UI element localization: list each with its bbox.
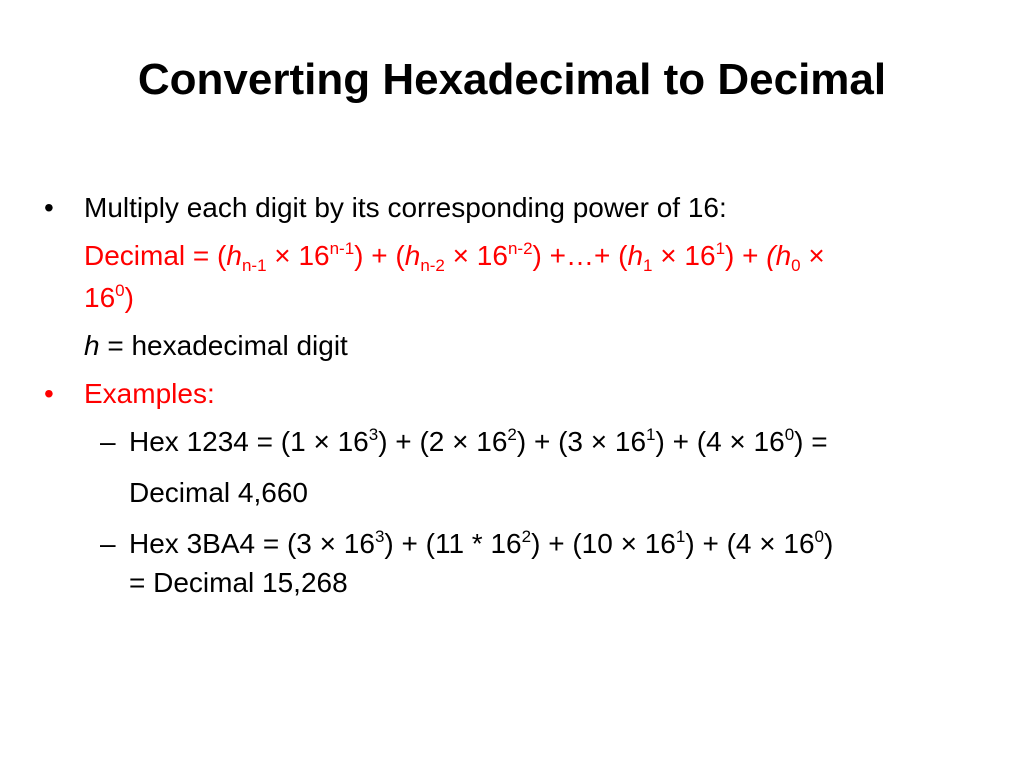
example-term: ) + (11 * 16 — [384, 528, 522, 559]
dash-icon: – — [100, 426, 116, 457]
example-term: ) + (4 × 16 — [655, 426, 785, 457]
formula-term: ) +…+ ( — [532, 240, 628, 271]
formula-term: × 16 — [444, 240, 508, 271]
formula-lead: Decimal = ( — [84, 240, 227, 271]
example-exponent: 3 — [374, 527, 385, 546]
example-term: Hex 1234 = (1 × 16 — [129, 426, 369, 457]
example-term: ) = — [794, 426, 828, 457]
example-term: ) + (2 × 16 — [378, 426, 508, 457]
h-definition — [84, 329, 348, 363]
example-term: ) + (4 × 16 — [685, 528, 815, 559]
example-term: ) — [824, 528, 834, 559]
formula-h-var: h — [404, 240, 421, 271]
example-1-line-1 — [129, 425, 828, 459]
example-exponent: 0 — [784, 425, 795, 444]
formula-term: ) — [124, 282, 134, 313]
formula-term: × — [800, 240, 825, 271]
example-exponent: 2 — [521, 527, 532, 546]
formula-term: ) + — [725, 240, 767, 271]
example-exponent: 2 — [507, 425, 517, 444]
example-term: ) + (10 × 16 — [531, 528, 676, 559]
h-definition-text: = hexadecimal digit — [99, 330, 348, 361]
formula-sub-1: 1 — [643, 256, 653, 275]
formula-sub-0: 0 — [791, 256, 801, 275]
formula-line-2 — [84, 281, 134, 315]
formula-line-1 — [84, 239, 825, 273]
bullet-icon: • — [44, 378, 54, 409]
example-exponent: 3 — [368, 425, 379, 444]
formula-h-var: h — [627, 240, 644, 271]
formula-sup-n1: n-1 — [329, 239, 355, 258]
example-term: Hex 3BA4 = (3 × 16 — [129, 528, 375, 559]
slide-title: Converting Hexadecimal to Decimal — [137, 55, 887, 104]
formula-term: × 16 — [266, 240, 330, 271]
example-1-line-2: Decimal 4,660 — [129, 477, 308, 508]
dash-icon: – — [100, 528, 116, 559]
bullet-2-text: Examples: — [84, 378, 215, 409]
example-2-line-1 — [129, 527, 833, 561]
formula-term: ) + ( — [354, 240, 405, 271]
example-exponent: 0 — [814, 527, 824, 546]
formula-term: 16 — [84, 282, 116, 313]
example-exponent: 1 — [675, 527, 686, 546]
formula-sup-n2: n-2 — [507, 239, 533, 258]
example-2-line-2: = Decimal 15,268 — [129, 567, 348, 598]
formula-h-var: h — [226, 240, 242, 271]
example-exponent: 1 — [646, 425, 656, 444]
formula-sup-1: 1 — [715, 239, 726, 258]
formula-h-var: (h — [766, 240, 792, 271]
example-term: ) + (3 × 16 — [516, 426, 647, 457]
formula-sub-n2: n-2 — [420, 256, 445, 275]
bullet-icon: • — [44, 192, 54, 223]
formula-sup-0: 0 — [115, 281, 125, 300]
bullet-1-text: Multiply each digit by its corresponding power of 16: — [84, 192, 727, 223]
formula-sub-n1: n-1 — [241, 256, 267, 275]
formula-term: × 16 — [652, 240, 716, 271]
h-variable: h — [84, 330, 100, 361]
